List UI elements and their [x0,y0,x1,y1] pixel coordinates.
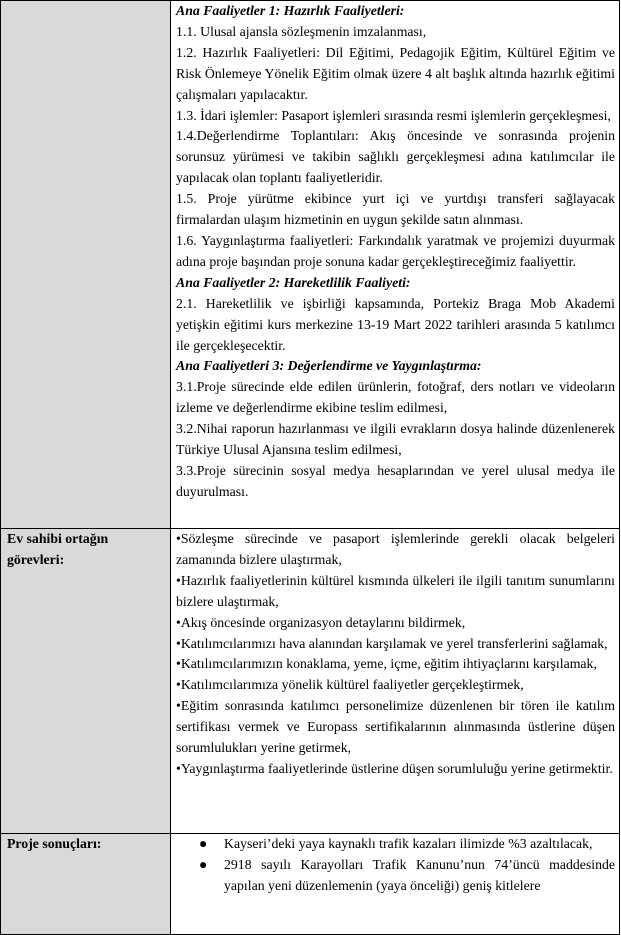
table-row [1,529,620,834]
result-text: 2918 sayılı Karayolları Trafik Kanunu’nun 74’üncü maddesinde yapılan yeni düzenlemenin (yaya önceliği) geniş kitlelere [224,856,615,893]
host-duties-label-cell [1,529,171,834]
host-duty-item: •Akış öncesinde organizasyon detaylarını bildirmek, [176,614,466,630]
activity-item-3-2: 3.2.Nihai raporun hazırlanması ve ilgili evrakların dosya halinde düzenlenerek Türkiye Ulusal Ajansına teslim edilmesi, [176,421,615,458]
host-duties-label: Ev sahibi ortağın görevleri: [7,531,109,567]
activity-item-2-1: 2.1. Hareketlilik ve işbirliği kapsamında, Portekiz Braga Mob Akademi yetişkin eğitimi kurs merkezine 13-19 Mart 2022 tarihleri arasında 5 katılımcı ile gerçekleşecektir. [176,295,615,353]
activity-item-1-4: 1.4.Değerlendirme Toplantıları: Akış öncesinde ve sonrasında projenin sorunsuz yürümesi ve takibin sağlıklı gerçekleşmesi adına katılımcılar ile yapılacak olan toplantı faaliyetleridir. [176,128,615,186]
list-item [199,834,615,855]
activity-item-3-3: 3.3.Proje sürecinin sosyal medya hesaplarından ve yerel ulusal medya ile duyurulması. [176,462,615,499]
results-label-cell [1,834,171,935]
activity-item-3-1: 3.1.Proje sürecinde elde edilen ürünlerin, fotoğraf, ders notları ve videoların izleme ve değerlendirme ekibine teslim edilmesi, [176,379,615,416]
activity-heading-3: Ana Faaliyetleri 3: Değerlendirme ve Yaygınlaştırma: [176,358,482,374]
bullet-icon: ● [199,836,208,851]
host-duties-content-cell [171,529,620,834]
activity-item-1-6: 1.6. Yaygınlaştırma faaliyetleri: Farkındalık yaratmak ve projemizi duyurmak adına proje başından proje sonuna kadar gerçekleştireceğimiz faaliyettir. [176,232,615,269]
results-label: Proje sonuçları: [7,836,102,851]
host-duty-item: •Sözleşme sürecinde ve pasaport işlemlerinde gerekli olacak belgeleri zamanında bizlere ulaştırmak, [176,531,615,567]
activity-item-1-2: 1.2. Hazırlık Faaliyetleri: Dil Eğitimi, Pedagojik Eğitim, Kültürel Eğitim ve Risk Önlemeye Yönelik Eğitim olmak üzere 4 alt başlık altında hazırlık eğitimi çalışmaları yapılacaktır. [176,44,615,102]
activities-content-cell [171,1,620,529]
host-duty-item: •Hazırlık faaliyetlerinin kültürel kısmında ülkeleri ile ilgili tanıtım sunumlarını bizlere ulaştırmak, [176,572,615,609]
result-text: Kayseri’deki yaya kaynaklı trafik kazaları ilimizde %3 azaltılacak, [224,836,593,851]
activity-item-1-5: 1.5. Proje yürütme ekibince yurt içi ve yurtdışı transferi sağlayacak firmalardan ulaşım hizmetinin en uygun şekilde satın alınması. [176,191,615,228]
host-duty-item: •Katılımcılarımıza yönelik kültürel faaliyetler gerçekleştirmek, [176,677,524,693]
results-content-cell [171,834,620,935]
host-duty-item: •Yaygınlaştırma faaliyetlerinde üstlerine düşen sorumluluğu yerine getirmektir. [176,760,613,776]
activity-item-1-3: 1.3. İdari işlemler: Pasaport işlemleri sırasında resmi işlemlerin gerçekleşmesi, [176,107,611,123]
activity-heading-2: Ana Faaliyetler 2: Hareketlilik Faaliyeti: [176,274,411,290]
activities-label-cell [1,1,171,529]
activity-heading-1: Ana Faaliyetler 1: Hazırlık Faaliyetleri: [176,3,405,18]
host-duty-item: •Eğitim sonrasında katılımcı personelimize düzenlenen bir tören ile katılım sertifikası vermek ve Europass sertifikalarının alınmasında üstlerine düşen sorumlulukları yerine getirmek, [176,698,615,756]
results-list [176,834,615,897]
activity-item-1-1: 1.1. Ulusal ajansla sözleşmenin imzalanması, [176,23,427,39]
table-row [1,834,620,935]
host-duty-item: •Katılımcılarımızın konaklama, yeme, içme, eğitim ihtiyaçlarını karşılamak, [176,656,597,672]
host-duty-item: •Katılımcılarımızı hava alanından karşılamak ve yerel transferlerini sağlamak, [176,635,608,651]
bullet-icon: ● [199,856,208,872]
list-item [199,855,615,897]
table-row [1,1,620,529]
